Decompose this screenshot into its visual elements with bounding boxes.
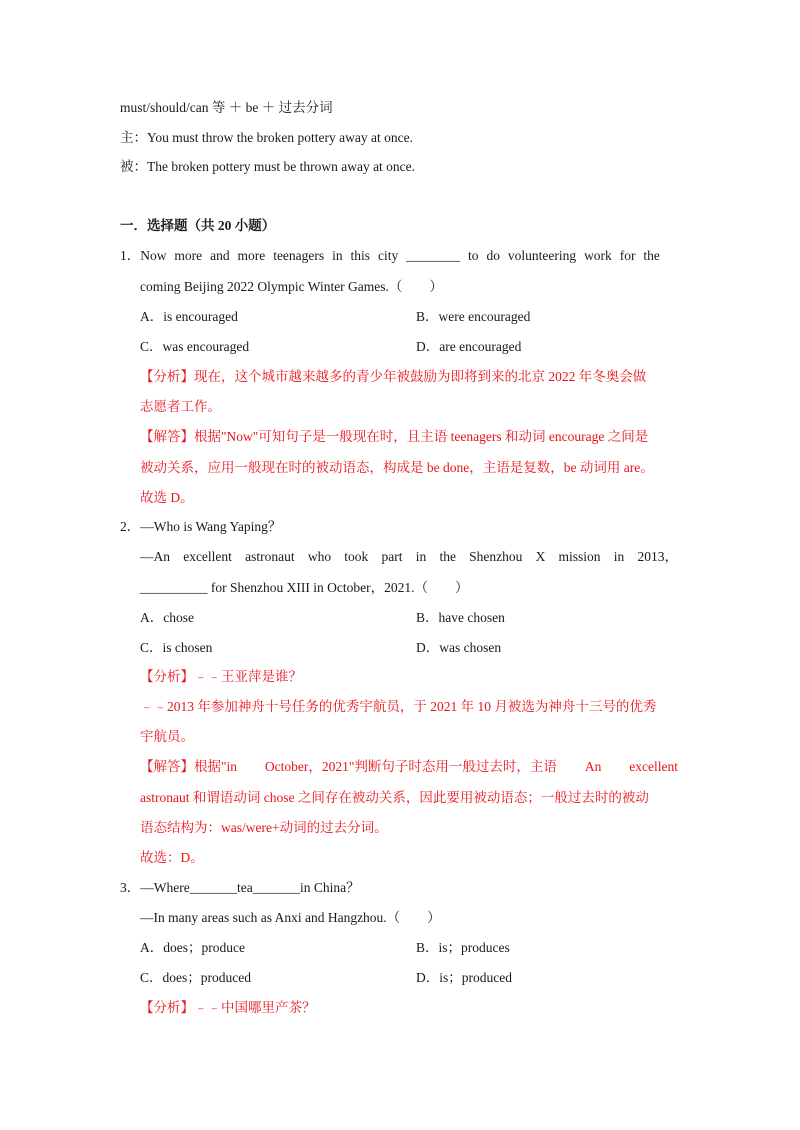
word: X: [535, 549, 546, 564]
q3-option-c: C．does；produced: [140, 970, 251, 985]
word: took: [344, 549, 369, 564]
word: and: [210, 248, 230, 263]
q2-answer-cont2: 语态结构为：was/were+动词的过去分词。: [140, 820, 388, 835]
passive-example: 被：The broken pottery must be thrown away at once.: [120, 159, 416, 174]
answer-segment: 【解答】根据"in: [140, 759, 238, 774]
word: city: [377, 248, 399, 263]
word: more: [174, 248, 203, 263]
q2-stem-line3: __________ for Shenzhou XIII in October，2021.（ ）: [140, 580, 469, 595]
q2-answer: [140, 758, 678, 776]
word: —An: [140, 549, 170, 564]
word: work: [584, 248, 612, 263]
q1-option-b: B．were encouraged: [416, 309, 531, 324]
word: mission: [558, 549, 601, 564]
word: the: [439, 549, 456, 564]
q3-analysis: 【分析】﹣﹣中国哪里产茶？: [140, 1000, 316, 1015]
q2-answer-choice: 故选：D。: [140, 850, 204, 865]
word: in: [332, 248, 343, 263]
q1-stem-line1: [120, 247, 660, 265]
q1-option-c: C．was encouraged: [140, 339, 250, 354]
word: the: [643, 248, 660, 263]
word: volunteering: [507, 248, 577, 263]
q1-analysis-cont: 志愿者工作。: [140, 399, 221, 414]
q1-answer-cont: 被动关系，应用一般现在时的被动语态，构成是 be done，主语是复数，be 动词用 are。: [140, 460, 654, 475]
word: part: [381, 549, 403, 564]
q2-stem-line1: 2．—Who is Wang Yaping？: [120, 519, 282, 534]
q3-stem-line2: —In many areas such as Anxi and Hangzhou.（ ）: [140, 910, 441, 925]
q2-option-b: B．have chosen: [416, 610, 505, 625]
word: 2013，: [637, 549, 678, 564]
q1-answer: 【解答】根据"Now"可知句子是一般现在时，且主语 teenagers 和动词 encourage 之间是: [140, 429, 649, 444]
q2-stem-line2: [140, 548, 678, 566]
q3-option-d: D．is；produced: [416, 970, 512, 985]
q2-analysis: 【分析】﹣﹣王亚萍是谁？: [140, 669, 302, 684]
word: this: [350, 248, 371, 263]
answer-segment: An: [584, 759, 602, 774]
word: astronaut: [245, 549, 295, 564]
word: 1．Now: [120, 248, 167, 263]
q3-option-b: B．is；produces: [416, 940, 510, 955]
word: in: [415, 549, 427, 564]
answer-segment: excellent: [629, 759, 678, 774]
blank: ________: [406, 248, 461, 263]
q1-stem-line2: coming Beijing 2022 Olympic Winter Games.（ ）: [140, 279, 443, 294]
q1-option-d: D．are encouraged: [416, 339, 522, 354]
q2-answer-cont: astronaut 和谓语动词 chose 之间存在被动关系，因此要用被动语态；一般过去时的被动: [140, 790, 649, 805]
grammar-formula: must/should/can 等 ＋ be ＋ 过去分词: [120, 100, 333, 115]
section-title: 一．选择题（共 20 小题）: [120, 218, 276, 233]
q2-analysis-cont2: 宇航员。: [140, 729, 194, 744]
q2-analysis-cont: ﹣﹣2013 年参加神舟十号任务的优秀宇航员，于 2021 年 10 月被选为神舟十三号的优秀: [140, 699, 657, 714]
word: do: [486, 248, 500, 263]
q3-stem-line1: 3．—Where_______tea_______in China？: [120, 880, 360, 895]
word: for: [619, 248, 636, 263]
q2-option-c: C．is chosen: [140, 640, 213, 655]
answer-segment: October，2021"判断句子时态用一般过去时，主语: [264, 759, 557, 774]
q3-option-a: A．does；produce: [140, 940, 245, 955]
word: Shenzhou: [469, 549, 523, 564]
active-example: 主：You must throw the broken pottery away at once.: [120, 130, 413, 145]
word: who: [307, 549, 332, 564]
word: more: [237, 248, 266, 263]
q2-option-d: D．was chosen: [416, 640, 502, 655]
q1-answer-choice: 故选 D。: [140, 490, 194, 505]
word: excellent: [183, 549, 232, 564]
q2-option-a: A．chose: [140, 610, 194, 625]
word: to: [468, 248, 479, 263]
word: in: [613, 549, 625, 564]
word: teenagers: [273, 248, 325, 263]
q1-analysis: 【分析】现在，这个城市越来越多的青少年被鼓励为即将到来的北京 2022 年冬奥会做: [140, 369, 647, 384]
q1-option-a: A．is encouraged: [140, 309, 238, 324]
